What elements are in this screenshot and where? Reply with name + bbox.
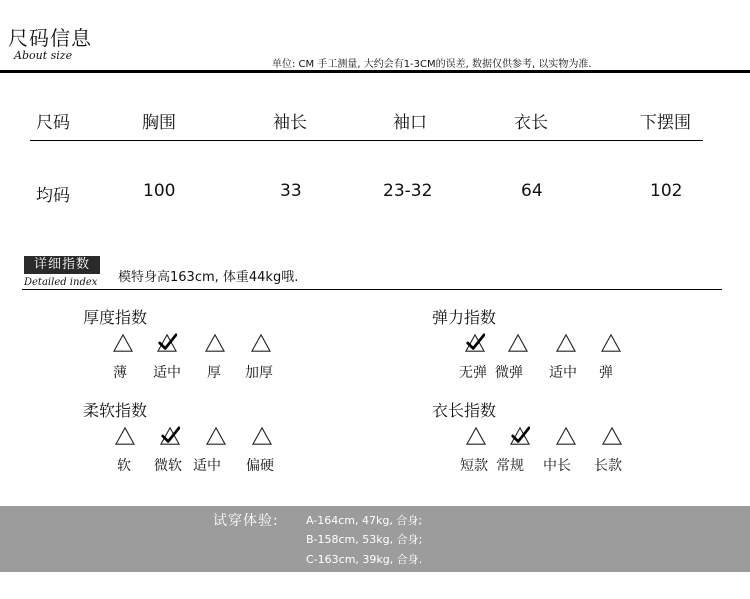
checked-triangle-icon (465, 333, 485, 353)
table-header-cell: 下摆围 (640, 113, 691, 133)
table-header-cell: 衣长 (514, 113, 548, 133)
index-option-label: 无弹 (459, 365, 487, 381)
triangle-icon (508, 333, 528, 353)
index-option-label: 适中 (193, 458, 221, 474)
index-option-label: 微弹 (495, 365, 523, 381)
triangle-icon (601, 333, 621, 353)
index-option-label: 加厚 (245, 365, 273, 381)
checked-triangle-icon (160, 426, 180, 446)
fitting-line: B-158cm, 53kg, 合身; (306, 533, 423, 546)
triangle-icon (556, 426, 576, 446)
table-cell: 102 (650, 181, 683, 201)
page-subtitle: About size (14, 49, 73, 62)
table-row (0, 181, 750, 205)
index-group-title: 衣长指数 (432, 401, 497, 420)
detail-index-subtitle: Detailed index (24, 277, 98, 288)
fitting-label: 试穿体验: (213, 513, 279, 529)
triangle-icon (251, 333, 271, 353)
index-group-title: 柔软指数 (83, 401, 148, 420)
triangle-icon (466, 426, 486, 446)
index-option-label: 短款 (460, 458, 488, 474)
fitting-line: C-163cm, 39kg, 合身. (306, 553, 423, 566)
index-group-title: 弹力指数 (432, 308, 497, 327)
index-option-label: 适中 (153, 365, 181, 381)
index-option-label: 长款 (594, 458, 622, 474)
index-option-label: 软 (117, 458, 131, 474)
index-option-label: 弹 (599, 365, 613, 381)
page-title: 尺码信息 (8, 26, 92, 50)
triangle-icon (556, 333, 576, 353)
triangle-icon (206, 426, 226, 446)
model-note: 模特身高163cm, 体重44kg哦. (118, 270, 299, 285)
table-cell: 64 (521, 181, 543, 201)
triangle-icon (602, 426, 622, 446)
checked-triangle-icon (510, 426, 530, 446)
table-header-cell: 尺码 (36, 113, 70, 133)
index-option-label: 偏硬 (246, 458, 274, 474)
divider-top (0, 70, 750, 73)
index-group-title: 厚度指数 (83, 308, 148, 327)
unit-note: 单位: CM 手工测量, 大约会有1-3CM的误差, 数据仅供参考, 以实物为准. (272, 59, 592, 70)
table-header-cell: 袖口 (393, 113, 427, 133)
index-option-label: 适中 (549, 365, 577, 381)
table-cell: 100 (143, 181, 176, 201)
divider-middle (22, 289, 722, 290)
table-cell: 均码 (36, 186, 70, 206)
index-option-label: 常规 (496, 458, 524, 474)
table-header-cell: 胸围 (142, 113, 176, 133)
triangle-icon (115, 426, 135, 446)
triangle-icon (205, 333, 225, 353)
table-cell: 23-32 (383, 181, 433, 201)
size-table-header (0, 108, 750, 132)
index-option-label: 微软 (154, 458, 182, 474)
table-cell: 33 (280, 181, 302, 201)
fitting-line: A-164cm, 47kg, 合身; (306, 514, 423, 527)
detail-index-badge: 详细指数 (24, 256, 100, 274)
checked-triangle-icon (157, 333, 177, 353)
index-option-label: 中长 (543, 458, 571, 474)
table-header-cell: 袖长 (273, 113, 307, 133)
triangle-icon (252, 426, 272, 446)
triangle-icon (113, 333, 133, 353)
table-divider (30, 140, 703, 141)
index-option-label: 厚 (207, 365, 221, 381)
index-option-label: 薄 (113, 365, 127, 381)
